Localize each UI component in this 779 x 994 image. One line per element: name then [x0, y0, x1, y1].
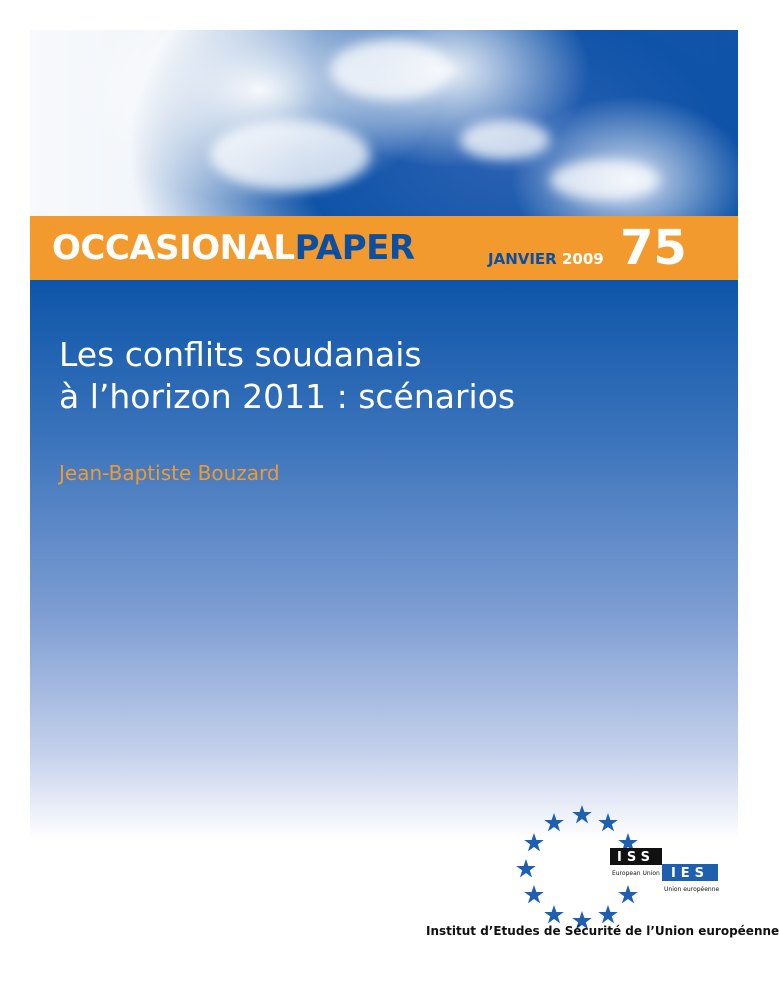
ies-logo-text: IES	[670, 866, 710, 881]
issue-year: 2009	[561, 250, 604, 268]
title-panel	[30, 280, 738, 840]
star-icon	[572, 805, 592, 823]
ies-logo-subtitle: Union européenne	[664, 886, 720, 893]
author-name: Jean-Baptiste Bouzard	[59, 461, 280, 485]
paper-title-line2: à l’horizon 2011 : scénarios	[59, 377, 516, 416]
globe-image	[30, 30, 738, 216]
issue-number: 75	[620, 220, 687, 276]
series-title	[52, 228, 415, 268]
iss-logo-subtitle: European Union	[612, 870, 660, 877]
iss-logo-text: ISS	[617, 850, 655, 865]
cover-page	[30, 30, 779, 964]
institute-name: Institut d’Etudes de Sécurité de l’Union européenne	[426, 924, 779, 938]
issue-date	[488, 250, 604, 268]
series-banner	[30, 216, 738, 280]
paper-title-line1: Les conflits soudanais	[59, 335, 422, 374]
iss-ies-logo	[512, 800, 732, 930]
paper-title	[59, 334, 659, 418]
eu-stars-circle-icon	[512, 800, 732, 930]
series-title-part1: OCCASIONAL	[52, 228, 295, 268]
series-title-part2: PAPER	[294, 228, 415, 268]
issue-month: JANVIER	[488, 250, 557, 268]
